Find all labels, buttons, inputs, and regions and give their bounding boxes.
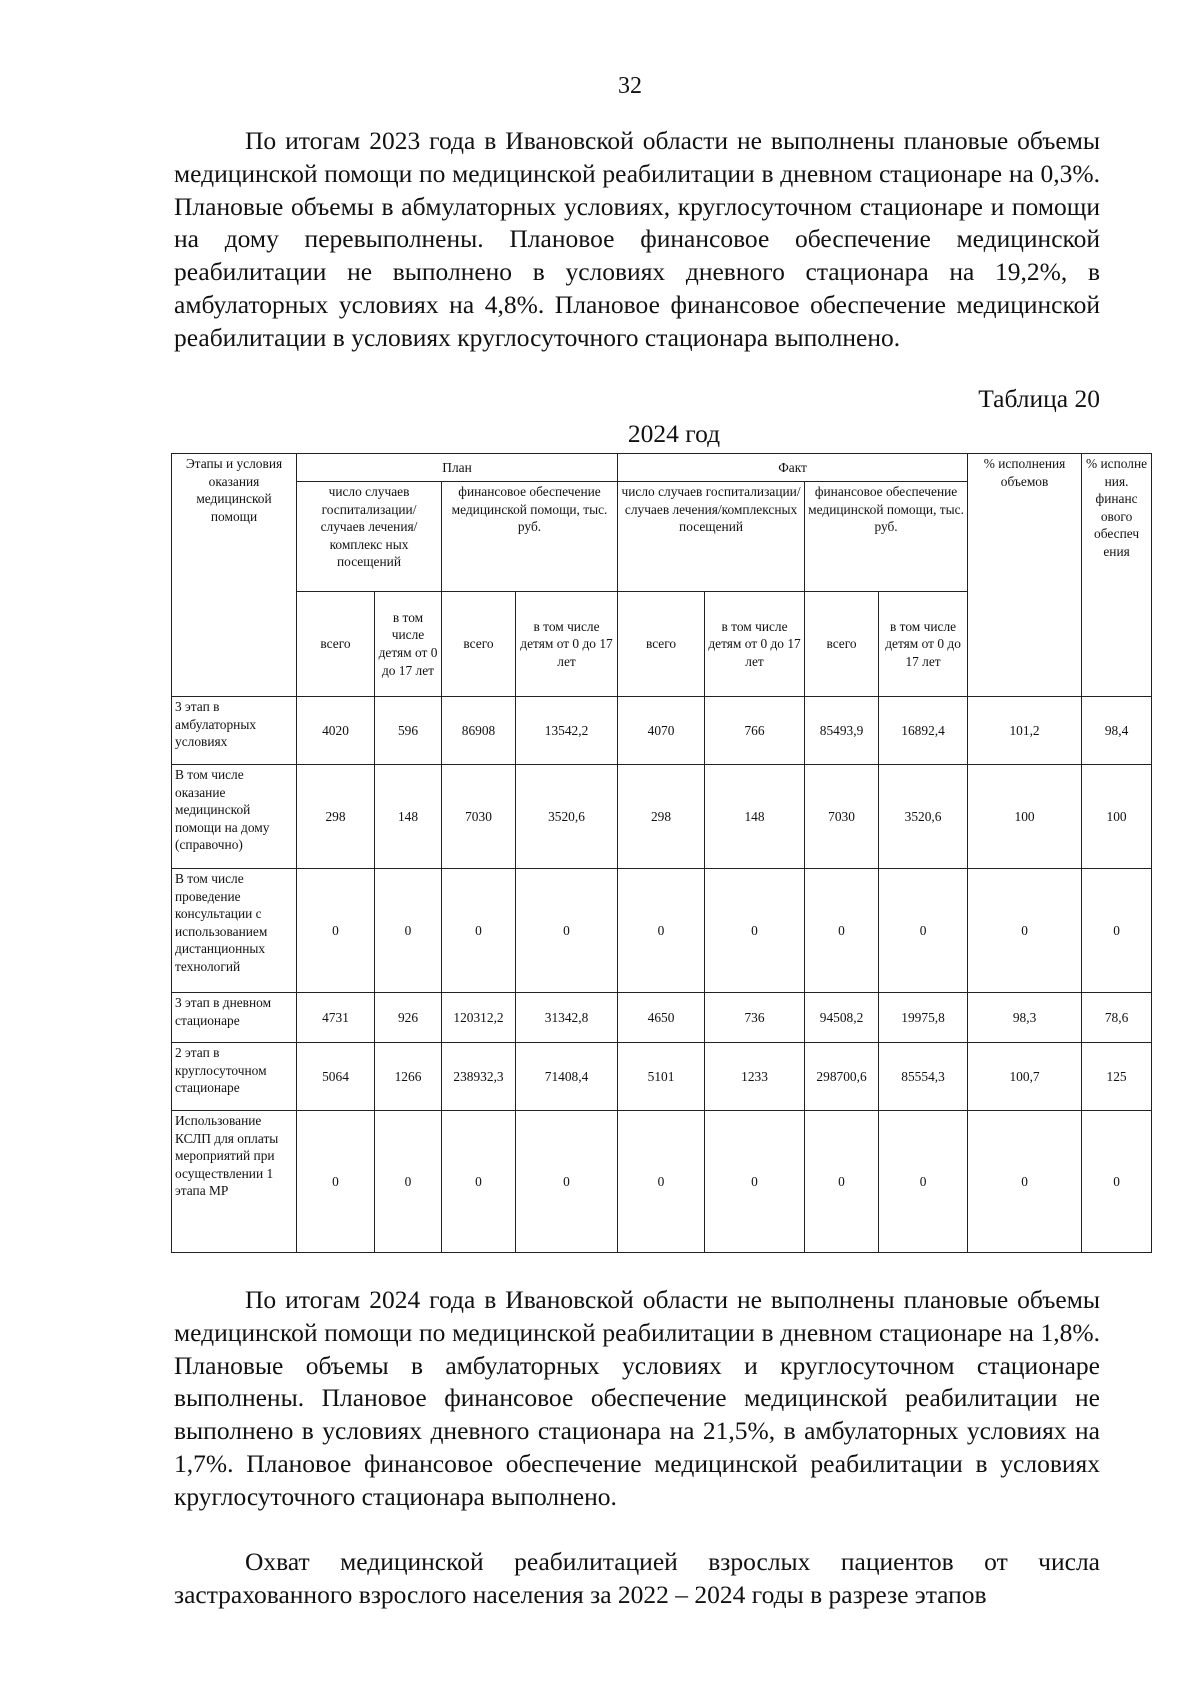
header-plan-finance: финансовое обеспечение медицинской помощи, тыс. руб. (442, 482, 618, 592)
table-row (172, 869, 1152, 993)
header-plan: План (297, 454, 618, 482)
table-cell: 19975,8 (879, 993, 968, 1043)
table-cell: 0 (968, 869, 1082, 993)
table-row (172, 1043, 1152, 1111)
table-cell: 0 (375, 869, 442, 993)
row-stage-label: Использование КСЛП для оплаты мероприятий при осуществлении 1 этапа МР (172, 1111, 297, 1253)
header-pct-volume: % исполнения объемов (968, 454, 1082, 697)
header-fact-finance-children: в том числе детям от 0 до 17 лет (879, 592, 968, 697)
table-cell: 298700,6 (805, 1043, 879, 1111)
table-cell: 5101 (618, 1043, 705, 1111)
table-cell: 7030 (442, 765, 516, 869)
table-cell: 0 (805, 869, 879, 993)
table-cell: 31342,8 (516, 993, 618, 1043)
table-cell: 1266 (375, 1043, 442, 1111)
table-row (172, 993, 1152, 1043)
header-plan-cases: число случаев госпитализации/ случаев лечения/комплекс ных посещений (297, 482, 442, 592)
table-cell: 3520,6 (516, 765, 618, 869)
header-fact-finance-total: всего (805, 592, 879, 697)
table-cell: 298 (618, 765, 705, 869)
row-stage-label: 3 этап в дневном стационаре (172, 993, 297, 1043)
table-cell: 0 (1082, 1111, 1152, 1253)
table-cell: 0 (516, 869, 618, 993)
table-cell: 0 (375, 1111, 442, 1253)
table-cell: 4070 (618, 697, 705, 765)
table-cell: 736 (705, 993, 805, 1043)
table-cell: 148 (375, 765, 442, 869)
table-cell: 85493,9 (805, 697, 879, 765)
header-fact: Факт (618, 454, 968, 482)
header-plan-finance-total: всего (442, 592, 516, 697)
table-cell: 0 (618, 869, 705, 993)
table-cell: 298 (297, 765, 375, 869)
header-fact-cases-children: в том числе детям от 0 до 17 лет (705, 592, 805, 697)
table-cell: 0 (297, 869, 375, 993)
table-cell: 100 (968, 765, 1082, 869)
table-cell: 4020 (297, 697, 375, 765)
table-cell: 98,3 (968, 993, 1082, 1043)
table-cell: 0 (297, 1111, 375, 1253)
table-cell: 0 (705, 1111, 805, 1253)
table-cell: 0 (442, 869, 516, 993)
header-pct-finance: % исполне ния. финанс ового обеспеч ения (1082, 454, 1152, 697)
table-cell: 85554,3 (879, 1043, 968, 1111)
table-cell: 100 (1082, 765, 1152, 869)
table-cell: 5064 (297, 1043, 375, 1111)
table-cell: 0 (879, 1111, 968, 1253)
table-cell: 238932,3 (442, 1043, 516, 1111)
table-cell: 78,6 (1082, 993, 1152, 1043)
paragraph-2023-summary: По итогам 2023 года в Ивановской области не выполнены плановые объемы медицинской помощи по медицинской реабилитации в дневном стационаре на 0,3%. Плановые объемы в абмулаторных условиях, круглосуточном стационаре и помощи на дому перевыполнены. Плановое финансовое обеспечение медицинской реабилитации не выполнено в условиях дневного стационара на 19,2%, в амбулаторных условиях на 4,8%. Плановое финансовое обеспечение медицинской реабилитации в условиях круглосуточного стационара выполнено. (174, 126, 1100, 352)
table-cell: 766 (705, 697, 805, 765)
rehabilitation-table (171, 453, 1152, 1253)
table-cell: 926 (375, 993, 442, 1043)
table-cell: 4650 (618, 993, 705, 1043)
header-stage: Этапы и условия оказания медицинской помощи (172, 454, 297, 697)
table-cell: 13542,2 (516, 697, 618, 765)
table-cell: 101,2 (968, 697, 1082, 765)
paragraph-2024-summary: По итогам 2024 года в Ивановской области не выполнены плановые объемы медицинской помощи по медицинской реабилитации в дневном стационаре на 1,8%. Плановые объемы в амбулаторных условиях и круглосуточном стационаре выполнены. Плановое финансовое обеспечение медицинской реабилитации не выполнено в условиях дневного стационара на 21,5%, в амбулаторных условиях на 1,7%. Плановое финансовое обеспечение медицинской реабилитации в условиях круглосуточного стационара выполнено. (174, 1285, 1100, 1511)
page-number: 32 (618, 73, 642, 99)
table-cell: 0 (1082, 869, 1152, 993)
table-cell: 94508,2 (805, 993, 879, 1043)
table-cell: 7030 (805, 765, 879, 869)
header-plan-cases-total: всего (297, 592, 375, 697)
row-stage-label: В том числе проведение консультации с использованием дистанционных технологий (172, 869, 297, 993)
table-cell: 86908 (442, 697, 516, 765)
table-cell: 148 (705, 765, 805, 869)
table-row (172, 1111, 1152, 1253)
row-stage-label: 2 этап в круглосуточном стационаре (172, 1043, 297, 1111)
table-cell: 0 (516, 1111, 618, 1253)
header-fact-finance: финансовое обеспечение медицинской помощи, тыс. руб. (805, 482, 968, 592)
table-header (172, 454, 1152, 697)
table-row (172, 765, 1152, 869)
table-cell: 71408,4 (516, 1043, 618, 1111)
table-body (172, 697, 1152, 1253)
table-row (172, 697, 1152, 765)
table-cell: 596 (375, 697, 442, 765)
row-stage-label: 3 этап в амбулаторных условиях (172, 697, 297, 765)
header-fact-cases: число случаев госпитализации/случаев лечения/комплексных посещений (618, 482, 805, 592)
table-cell: 0 (968, 1111, 1082, 1253)
table-cell: 0 (705, 869, 805, 993)
header-plan-finance-children: в том числе детям от 0 до 17 лет (516, 592, 618, 697)
header-fact-cases-total: всего (618, 592, 705, 697)
table-caption: Таблица 20 (978, 384, 1100, 413)
table-cell: 0 (442, 1111, 516, 1253)
table-cell: 98,4 (1082, 697, 1152, 765)
table-cell: 1233 (705, 1043, 805, 1111)
table-cell: 100,7 (968, 1043, 1082, 1111)
table-cell: 120312,2 (442, 993, 516, 1043)
table-cell: 16892,4 (879, 697, 968, 765)
table-cell: 4731 (297, 993, 375, 1043)
header-plan-cases-children: в том числе детям от 0 до 17 лет (375, 592, 442, 697)
table-cell: 0 (618, 1111, 705, 1253)
paragraph-coverage: Охват медицинской реабилитацией взрослых пациентов от числа застрахованного взрослого населения за 2022 – 2024 годы в разрезе этапов (174, 1547, 1100, 1609)
table-cell: 3520,6 (879, 765, 968, 869)
table-cell: 0 (879, 869, 968, 993)
table-cell: 0 (805, 1111, 879, 1253)
table-year: 2024 год (627, 419, 721, 448)
row-stage-label: В том числе оказание медицинской помощи на дому (справочно) (172, 765, 297, 869)
table-cell: 125 (1082, 1043, 1152, 1111)
